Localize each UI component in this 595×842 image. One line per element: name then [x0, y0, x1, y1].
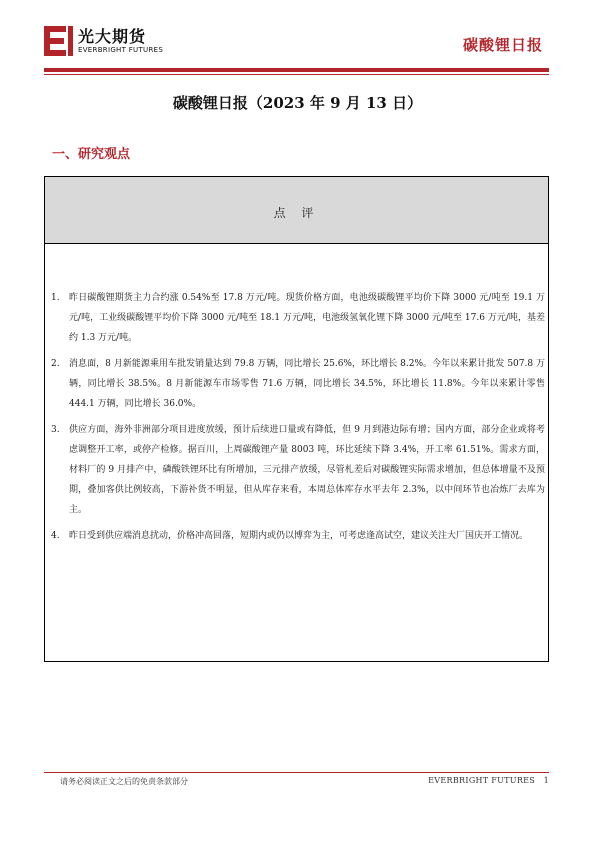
list-item [51, 354, 545, 414]
company-logo [44, 22, 184, 62]
header-divider-thin [44, 74, 549, 75]
list-item [51, 288, 545, 348]
list-item-number: 1. [51, 293, 60, 303]
commentary-box-label: 点 评 [273, 206, 320, 220]
list-item-text: 昨日受到供应端消息扰动，价格冲高回落，短期内或仍以博弈为主，可考虑逢高试空，建议关注大厂国庆开工情况。 [69, 531, 529, 541]
commentary-box-header [45, 177, 548, 244]
footer-brand: EVERBRIGHT FUTURES [428, 776, 536, 785]
page-number: 1 [543, 776, 549, 785]
header-report-label: 碳酸锂日报 [462, 36, 543, 54]
list-item-number: 4. [51, 531, 60, 541]
section-heading: 一、研究观点 [52, 147, 131, 162]
list-item-number: 3. [51, 425, 60, 435]
commentary-box [44, 176, 549, 662]
list-item-text: 供应方面，海外非洲部分项目进度放缓，预计后续进口量或有降低，但 9 月到港边际有增；国内方面，部分企业或将考虑调整开工率，或停产检修。据百川，上周碳酸锂产量 8003 吨，环比延续下降 3.4%，开工率 61.51%。需求方面，材料厂的 9 月排产中，磷酸铁锂环比有所增加，三元排产放缓，尽管札差后对碳酸锂实际需求增加，但总体增量不及预期，叠加客供比例较高，下游补货不明显，但从库存来看，本周总体库存水平去年 2.3%，以中间环节也冶炼厂去库为主。 [69, 425, 545, 515]
page-header [0, 0, 595, 72]
list-item-text: 昨日碳酸锂期货主力合约涨 0.54%至 17.8 万元/吨。现货价格方面，电池级碳酸锂平均价下降 3000 元/吨至 19.1 万元/吨，工业级碳酸锂平均价下降 3000 元/吨至 18.1 万元/吨，电池级氢氧化锂下降 3000 元/吨至 17.6 万元/吨，基差约 1.3 万元/吨。 [69, 293, 545, 343]
list-item [51, 526, 545, 546]
brand-name-cn: 光大期货 [78, 27, 147, 46]
brand-name-en: EVERBRIGHT FUTURES [78, 46, 164, 54]
everbright-logo-icon [44, 24, 74, 58]
page-title: 碳酸锂日报（2023 年 9 月 13 日） [172, 94, 423, 112]
footer-brand-page [428, 776, 549, 785]
header-divider [44, 68, 549, 72]
list-item-text: 消息面，8 月新能源乘用车批发销量达到 79.8 万辆，同比增长 25.6%，环比增长 8.2%。今年以来累计批发 507.8 万辆，同比增长 38.5%。8 月新能源车市场零售 71.6 万辆，同比增长 34.5%，环比增长 11.8%。今年以来累计零售 444.1 万辆，同比增长 36.0%。 [69, 359, 545, 409]
footer-divider [44, 772, 549, 773]
footer-disclaimer: 请务必阅读正文之后的免责条款部分 [60, 777, 188, 786]
list-item-number: 2. [51, 359, 60, 369]
list-item [51, 420, 545, 520]
commentary-list [51, 288, 545, 552]
